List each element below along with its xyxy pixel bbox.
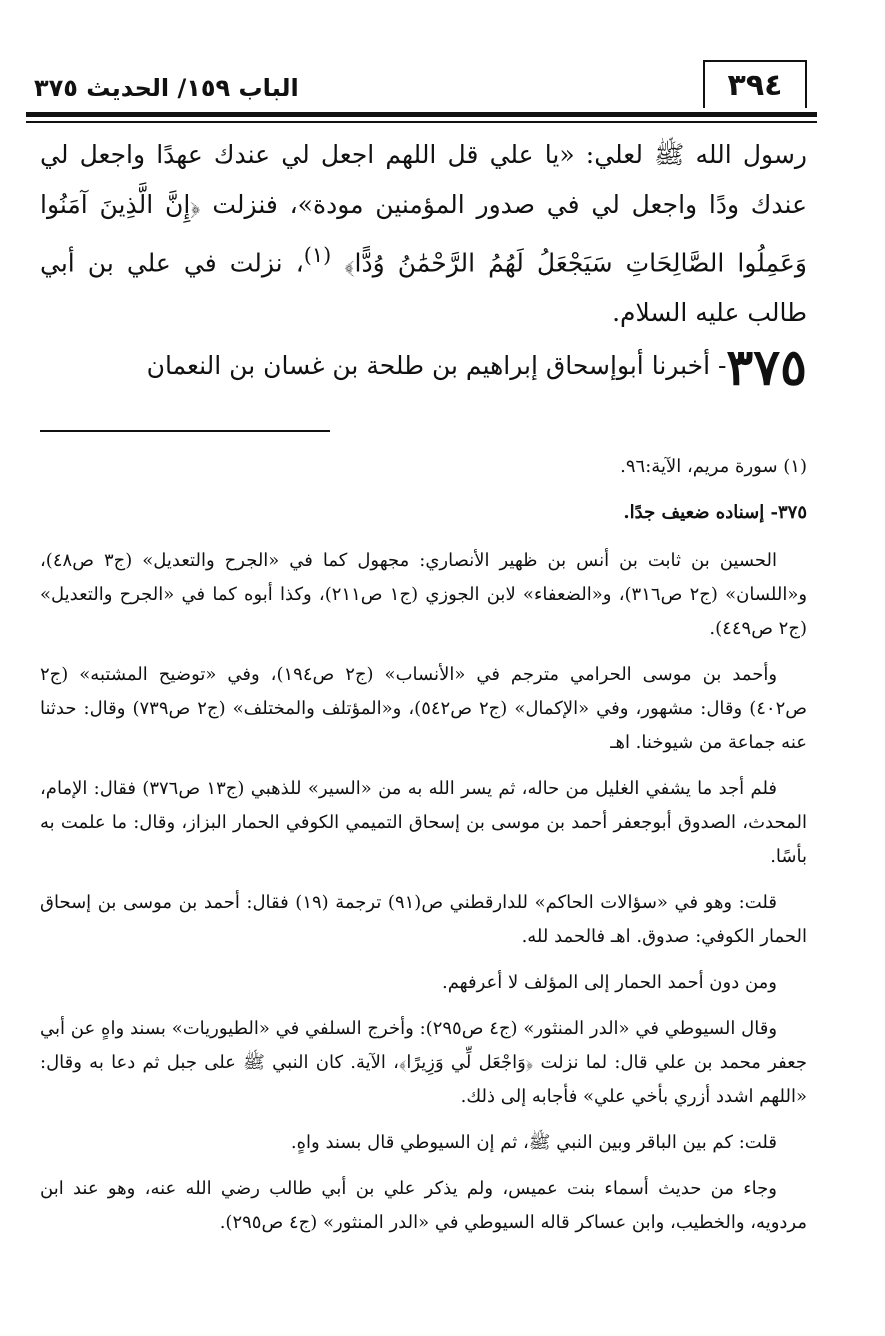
footnote-paragraph: وقال السيوطي في «الدر المنثور» (ج٤ ص٢٩٥): وأخرج السلفي في «الطيوريات» بسند واهٍ عن أبي جعفر محمد بن علي قال: لما نزلت ﴿وَاجْعَل لِّي وَزِيرًا﴾، الآية. كان النبي ﷺ على جبل ثم دعا به وقال: «اللهم اشدد أزري بأخي علي» فأجابه إلى ذلك. (40, 1018, 807, 1107)
footnote-1: (١) سورة مريم، الآية:٩٦. (620, 456, 807, 477)
footnote-paragraph: وجاء من حديث أسماء بنت عميس، ولم يذكر علي بن أبي طالب رضي الله عنه، وهو عند ابن مردويه، والخطيب، وابن عساكر قاله السيوطي في «الدر المنثور» (ج٤ ص٢٩٥). (40, 1178, 807, 1233)
footnote-375-head: ٣٧٥- إسناده ضعيف جدًا. (623, 502, 807, 523)
hadith-text: - أخبرنا أبوإسحاق إبراهيم بن طلحة بن غسان بن النعمان (146, 351, 727, 380)
main-text (40, 130, 807, 338)
quran-verse: ﴿إِنَّ الَّذِينَ آمَنُوا وَعَمِلُوا الصَّالِحَاتِ سَيَجْعَلُ لَهُمُ الرَّحْمَٰنُ وُدًّا﴾ (40, 190, 807, 278)
footnote-paragraph: قلت: كم بين الباقر وبين النبي ﷺ، ثم إن السيوطي قال بسند واهٍ. (290, 1132, 777, 1153)
main-paragraph (40, 130, 807, 338)
header-rule (26, 112, 817, 117)
footnote-paragraph: ومن دون أحمد الحمار إلى المؤلف لا أعرفهم. (441, 972, 777, 993)
footnote-paragraph: فلم أجد ما يشفي الغليل من حاله، ثم يسر الله به من «السير» للذهبي (ج١٣ ص٣٧٦) فقال: الإمام، المحدث، الصدوق أبوجعفر أحمد بن موسى بن إسحاق التميمي الكوفي الحمار البزاز، وقال: ما علمت به بأسًا. (40, 778, 807, 867)
paragraph-end: ، نزلت في علي بن أبي طالب عليه السلام. (40, 248, 807, 328)
header-rule-thin (26, 121, 817, 123)
footnote-ref: (١) (303, 243, 332, 267)
paragraph-text: رسول الله ﷺ لعلي: «يا علي قل اللهم اجعل لي عندك عهدًا واجعل لي عندك ودًا واجعل لي في صدور المؤمنين مودة»، فنزلت (40, 140, 807, 219)
hadith-line (40, 336, 807, 398)
footnote-paragraph: قلت: وهو في «سؤالات الحاكم» للدارقطني ص(٩١) ترجمة (١٩) فقال: أحمد بن موسى بن إسحاق الحمار الكوفي: صدوق. اهـ فالحمد لله. (40, 892, 807, 947)
footnote-paragraph: الحسين بن ثابت بن أنس بن ظهير الأنصاري: مجهول كما في «الجرح والتعديل» (ج٣ ص٤٨)، و«اللسان» (ج٢ ص٣١٦)، و«الضعفاء» لابن الجوزي (ج١ ص٢١١)، وكذا أبوه كما في «الجرح والتعديل» (ج٢ ص٤٤٩). (40, 550, 808, 639)
page-number: ٣٩٤ (703, 60, 807, 108)
footnote-paragraph: وأحمد بن موسى الحرامي مترجم في «الأنساب» (ج٢ ص١٩٤)، وفي «توضيح المشتبه» (ج٢ ص٤٠٢) وقال: مشهور، وفي «الإكمال» (ج٢ ص٥٤٢)، و«المؤتلف والمختلف» (ج٢ ص٧٣٩) وقال: حدثنا عنه جماعة من شيوخنا. اهـ (40, 664, 808, 753)
running-head: الباب ١٥٩/ الحديث ٣٧٥ (34, 74, 299, 102)
hadith-number: ٣٧٥ (726, 337, 807, 397)
footnote-rule (40, 430, 330, 432)
footnotes (40, 450, 807, 1252)
